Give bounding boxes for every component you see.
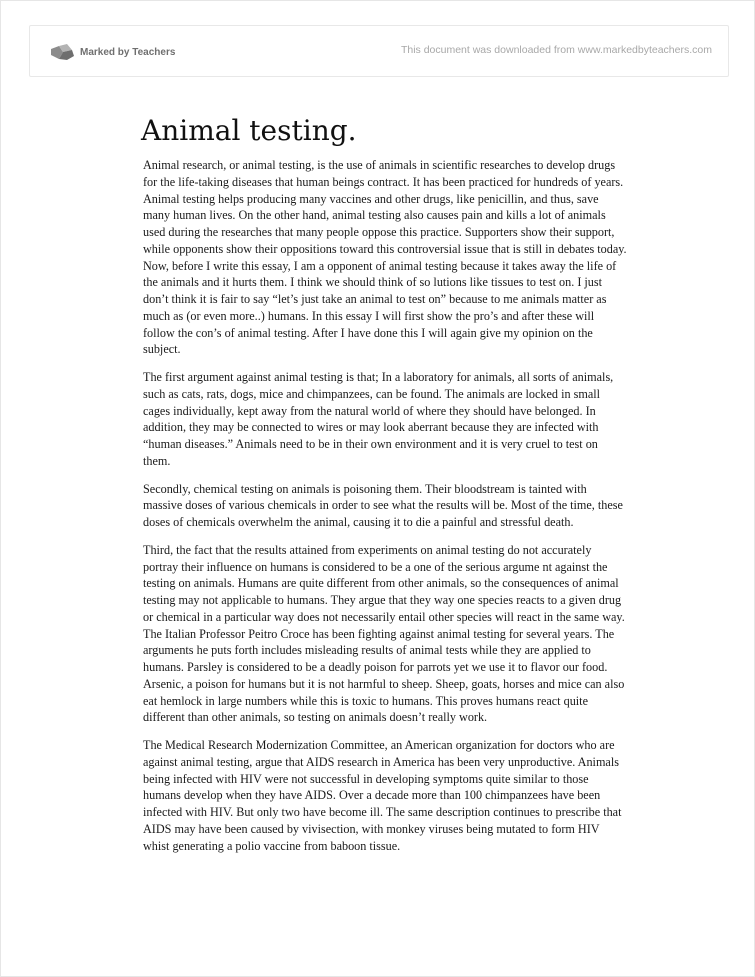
paragraph: Third, the fact that the results attained from experiments on animal testing do not accurately portray their influence on humans is considered to be a one of the serious argume nt against the testing on animals. Humans are quite different from other animals, so the consequences of animal testing may not applicable to humans. They argue that they way one species reacts to a given drug or chemical in a particular way does not necessarily entail other species will react in the same way. The Italian Professor Peitro Croce has been fighting against animal testing for several years. The arguments he puts forth includes misleading results of animal tests while they are applied to humans. Parsley is considered to be a deadly poison for parrots yet we use it to flavor our food. Arsenic, a poison for humans but it is not harmful to sheep. Sheep, goats, horses and mice can also eat hemlock in large numbers while this is toxic to humans. This proves humans react quite different than other animals, so testing on animals doesn’t really work. [143, 542, 625, 725]
paragraph: Secondly, chemical testing on animals is poisoning them. Their bloodstream is tainted with massive doses of various chemicals in order to see what the results will be. Most of the time, these doses of chemicals overwhelm the animal, causing it to die a painful and stressful death. [143, 481, 623, 529]
marked-by-teachers-logo-icon [50, 43, 76, 61]
document-title: Animal testing. [141, 114, 357, 147]
download-notice: This document was downloaded from www.markedbyteachers.com [400, 44, 712, 56]
brand-name: Marked by Teachers [80, 46, 176, 58]
document-body [143, 157, 627, 865]
paragraph: The first argument against animal testing is that; In a laboratory for animals, all sorts of animals, such as cats, rats, dogs, mice and chimpanzees, can be found. The animals are locked in small cages individually, kept away from the natural world of where they should have belonged. In addition, they may be connected to wires or may look aberrant because they are infected with “human diseases.” Animals need to be in their own environment and it is very cruel to test on them. [143, 370, 614, 468]
download-header [29, 25, 729, 77]
brand-logo[interactable] [50, 42, 175, 62]
paragraph: The Medical Research Modernization Committee, an American organization for doctors who are against animal testing, argue that AIDS research in America has been very unproductive. Animals being infected with HIV were not successful in developing symptoms quite similar to those humans develop when they have AIDS. Over a decade more than 100 chimpanzees have been infected with HIV. But only two have become ill. The same description continues to prescribe that AIDS may have been caused by vivisection, with monkey viruses being mutated to form HIV whist generating a polio vaccine from baboon tissue. [143, 738, 622, 853]
paragraph: Animal research, or animal testing, is the use of animals in scientific researches to develop drugs for the life-taking diseases that human beings contract. It has been practiced for hundreds of years. Animal testing helps producing many vaccines and other drugs, like penicillin, and thus, save many human lives. On the other hand, animal testing also causes pain and kills a lot of animals used during the researches that many people oppose this practice. Supporters show their support, while opponents show their oppositions toward this controversial issue that is still in debates today. Now, before I write this essay, I am a opponent of animal testing because it takes away the life of the animals and it hurts them. I think we should think of so lutions like tissues to test on. I just don’t think it is fair to say “let’s just take an animal to test on” because to me animals matter as much as (or even more..) humans. In this essay I will first show the pro’s and after these will follow the con’s of animal testing. After I have done this I will again give my opinion on the subject. [143, 158, 627, 357]
